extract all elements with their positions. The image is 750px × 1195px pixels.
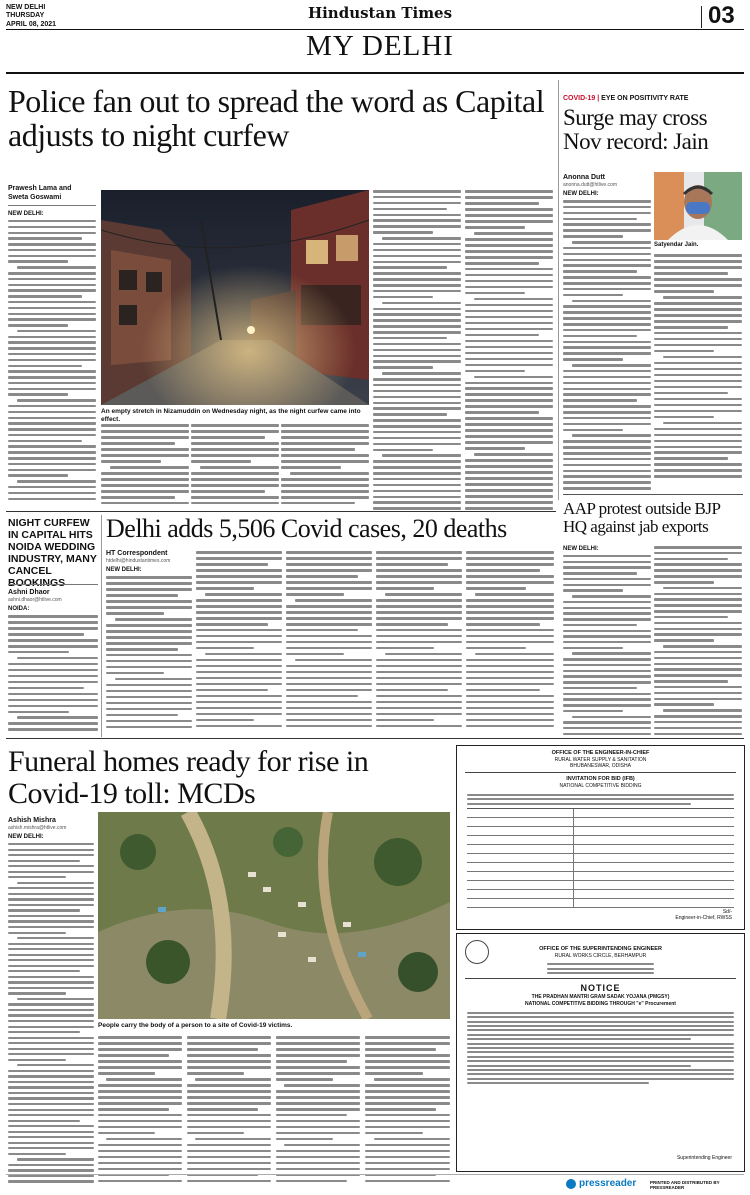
ad1-nct: NATIONAL COMPETITIVE BIDDING: [559, 783, 642, 790]
sidebar-dateline: NEW DELHI:: [563, 191, 599, 197]
mcd-byline: Ashish Mishra: [8, 817, 56, 824]
sidebar-headline: Surge may cross Nov record: Jain: [563, 105, 709, 155]
curfew-box-byline: Ashni Dhaor: [8, 589, 50, 596]
aap-dateline: NEW DELHI:: [563, 546, 599, 552]
ad2-nct: NATIONAL COMPETITIVE BIDDING THROUGH "e" Procurement: [525, 1000, 676, 1007]
lead-byline: Prawesh Lama and Sweta Goswami: [8, 185, 72, 202]
govt-emblem-icon: [465, 940, 489, 964]
footer-print-line: PRINTED AND DISTRIBUTED BY PRESSREADER: [650, 1180, 720, 1191]
covid-headline: Delhi adds 5,506 Covid cases, 20 deaths: [106, 514, 507, 543]
curfew-box-email: ashni.dhaor@htlive.com: [8, 597, 62, 603]
ad1-notice: INVITATION FOR BID (IFB): [566, 776, 635, 783]
lead-photo-caption: An empty stretch in Nizamuddin on Wednesday night, as the night curfew came into effect.: [101, 408, 361, 423]
mcd-headline: Funeral homes ready for rise in Covid-19 toll: MCDs: [8, 745, 369, 810]
lead-column-1: [8, 220, 96, 500]
sidebar-byline: Anonna Dutt: [563, 174, 605, 181]
pressreader-logo: pressreader: [566, 1178, 636, 1189]
sidebar-email: anonna.dutt@htlive.com: [563, 182, 617, 188]
lead-column-4: [281, 424, 369, 509]
sidebar-kicker: COVID-19 | EYE ON POSITIVITY RATE: [563, 95, 689, 102]
covid-byline: HT Correspondent: [106, 550, 168, 557]
edition-date: APRIL 08, 2021: [6, 20, 57, 28]
aap-column-2: [654, 546, 742, 735]
ad2-scheme: THE PRADHAN MANTRI GRAM SADAK YOJANA (PMGSY): [531, 994, 670, 1001]
mcd-column-2: [98, 1036, 182, 1184]
edition-info: [6, 4, 56, 29]
paper-name: Hindustan Times: [307, 4, 453, 22]
mcd-photo-caption: People carry the body of a person to a site of Covid-19 victims.: [98, 1022, 293, 1029]
ad2-dept: RURAL WORKS CIRCLE, BERHAMPUR: [554, 952, 647, 959]
ad1-table: [467, 808, 734, 908]
pressreader-icon: [566, 1179, 576, 1189]
edition-day: THURSDAY: [6, 12, 45, 20]
mcd-column-4: [276, 1036, 360, 1184]
lead-headline: Police fan out to spread the word as Capital adjusts to night curfew: [8, 83, 545, 153]
lead-column-3: [191, 424, 279, 509]
lead-dateline: NEW DELHI:: [8, 211, 44, 217]
aap-headline: AAP protest outside BJP HQ against jab exports: [563, 499, 720, 536]
ad1-signature: Sd/- Engineer-in-Chief, RWSS: [675, 908, 732, 921]
aap-column-1: [563, 555, 651, 735]
ad1-city: BHUBANESWAR, ODISHA: [570, 763, 631, 770]
tender-ad-pmgsy: [456, 933, 745, 1172]
sidebar-column-2: [654, 254, 742, 490]
curfew-box-title: NIGHT CURFEW IN CAPITAL HITS NOIDA WEDDING INDUSTRY, MANY CANCEL: [8, 517, 97, 578]
ad2-signature: Superintending Engineer: [676, 1154, 732, 1161]
jain-photo: [654, 172, 742, 240]
ad1-office: OFFICE OF THE ENGINEER-IN-CHIEF: [551, 750, 650, 756]
edition-city: NEW DELHI: [6, 4, 46, 11]
page-title: MY DELHI: [306, 30, 454, 62]
covid-email: htdelhi@hindustantimes.com: [106, 558, 171, 564]
lead-column-2: [101, 424, 189, 509]
tender-ad-rwss: [456, 745, 745, 930]
covid-column-4: [376, 551, 462, 734]
mcd-column-5: [365, 1036, 450, 1184]
lead-photo: [101, 190, 369, 405]
mcd-dateline: NEW DELHI:: [8, 834, 44, 840]
sidebar-column-1: [563, 200, 651, 490]
curfew-box-dateline: NOIDA:: [8, 606, 30, 612]
covid-column-5: [466, 551, 554, 734]
page-number: 03: [708, 2, 735, 29]
ad1-dept: RURAL WATER SUPPLY & SANITATION: [554, 756, 647, 763]
ad2-office: OFFICE OF THE SUPERINTENDING ENGINEER: [539, 946, 662, 952]
covid-column-3: [286, 551, 372, 734]
mcd-column-1: [8, 843, 94, 1183]
mcd-column-3: [187, 1036, 271, 1184]
ad2-notice: NOTICE: [580, 983, 621, 994]
lead-column-5: [373, 190, 461, 510]
lead-column-6: [465, 190, 553, 510]
covid-column-1: [106, 576, 192, 734]
covid-column-2: [196, 551, 282, 734]
curfew-box-column: [8, 615, 98, 731]
mcd-photo: [98, 812, 450, 1019]
mcd-email: ashish.mishra@htlive.com: [8, 825, 67, 831]
jain-photo-caption: Satyendar Jain.: [654, 242, 699, 248]
covid-dateline: NEW DELHI:: [106, 567, 142, 573]
